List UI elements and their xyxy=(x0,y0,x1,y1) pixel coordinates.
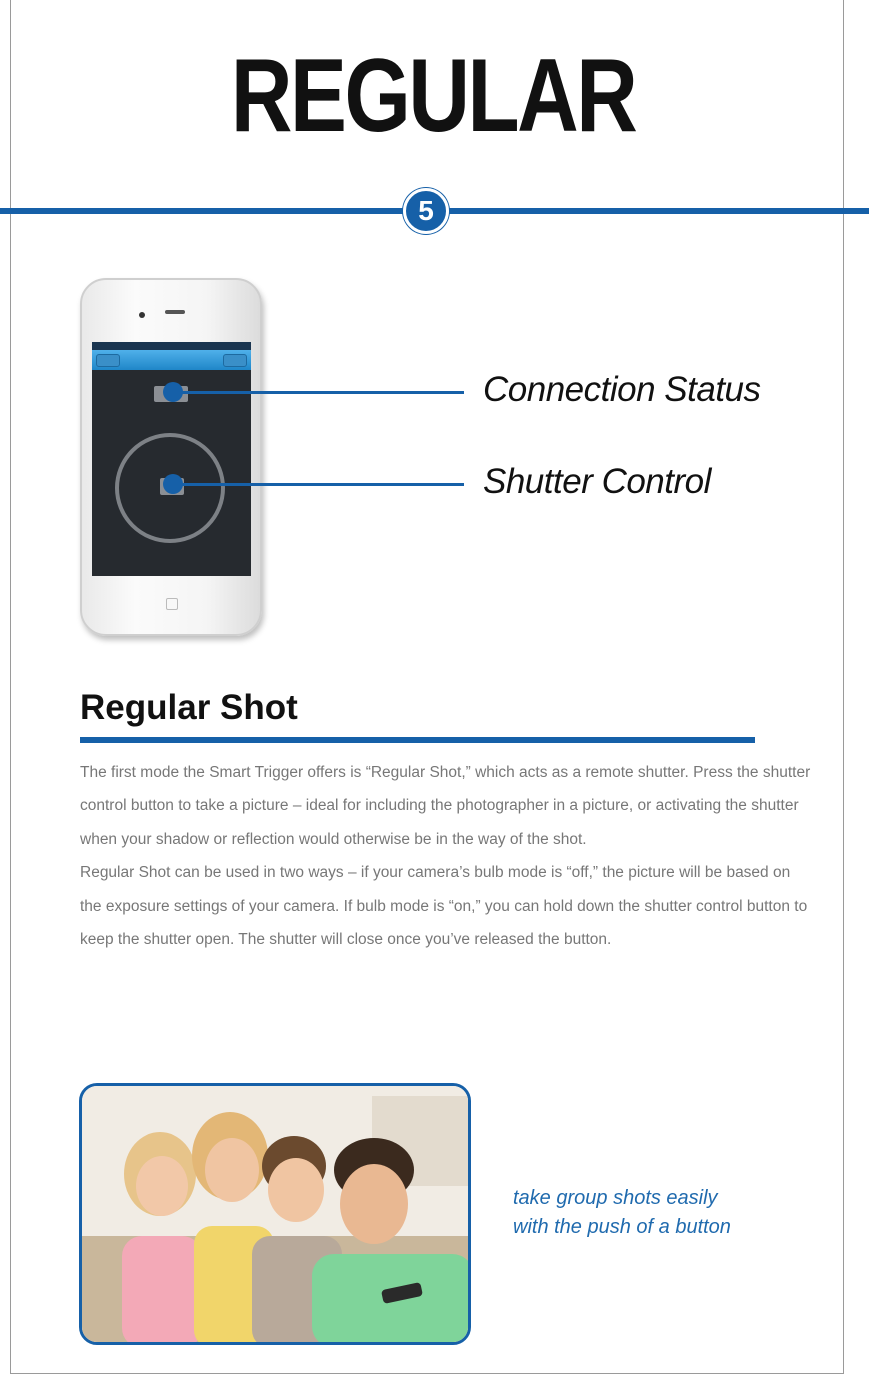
photo-caption xyxy=(513,1184,731,1242)
caption-line-2: with the push of a button xyxy=(513,1216,731,1238)
app-reset-button xyxy=(223,354,247,367)
caption-line-1: take group shots easily xyxy=(513,1187,718,1209)
body-paragraph-1: The first mode the Smart Trigger offers is “Regular Shot,” which acts as a remote shutter. Press the shutter control button to take a picture – ideal for including the photographer in a picture, or activating the shutter when your shadow or reflection would otherwise be in the way of the shot. xyxy=(80,764,811,848)
page-title: REGULAR xyxy=(230,38,636,154)
phone-status-bar xyxy=(92,342,251,350)
section-heading: Regular Shot xyxy=(80,688,298,727)
app-nav-bar xyxy=(92,350,251,370)
shutter-control-label: Shutter Control xyxy=(483,462,711,501)
body-paragraph-2: Regular Shot can be used in two ways – if your camera’s bulb mode is “off,” the picture will be based on the exposure settings of your camera. If bulb mode is “on,” you can hold down the shutter control button to keep the shutter open. The shutter will close once you’ve released the button. xyxy=(80,864,808,949)
section-underline xyxy=(80,737,755,743)
step-number-badge: 5 xyxy=(403,188,449,234)
phone-earpiece xyxy=(165,310,185,314)
shutter-callout-line xyxy=(178,483,464,486)
connection-status-label: Connection Status xyxy=(483,370,761,409)
family-photo xyxy=(79,1083,471,1345)
connection-callout-line xyxy=(178,391,464,394)
phone-illustration xyxy=(80,278,262,636)
section-body xyxy=(80,756,815,956)
app-back-button xyxy=(96,354,120,367)
phone-screen xyxy=(92,342,251,576)
phone-front-camera xyxy=(139,312,145,318)
phone-home-button xyxy=(166,598,178,610)
family-photo-illustration xyxy=(82,1086,471,1345)
